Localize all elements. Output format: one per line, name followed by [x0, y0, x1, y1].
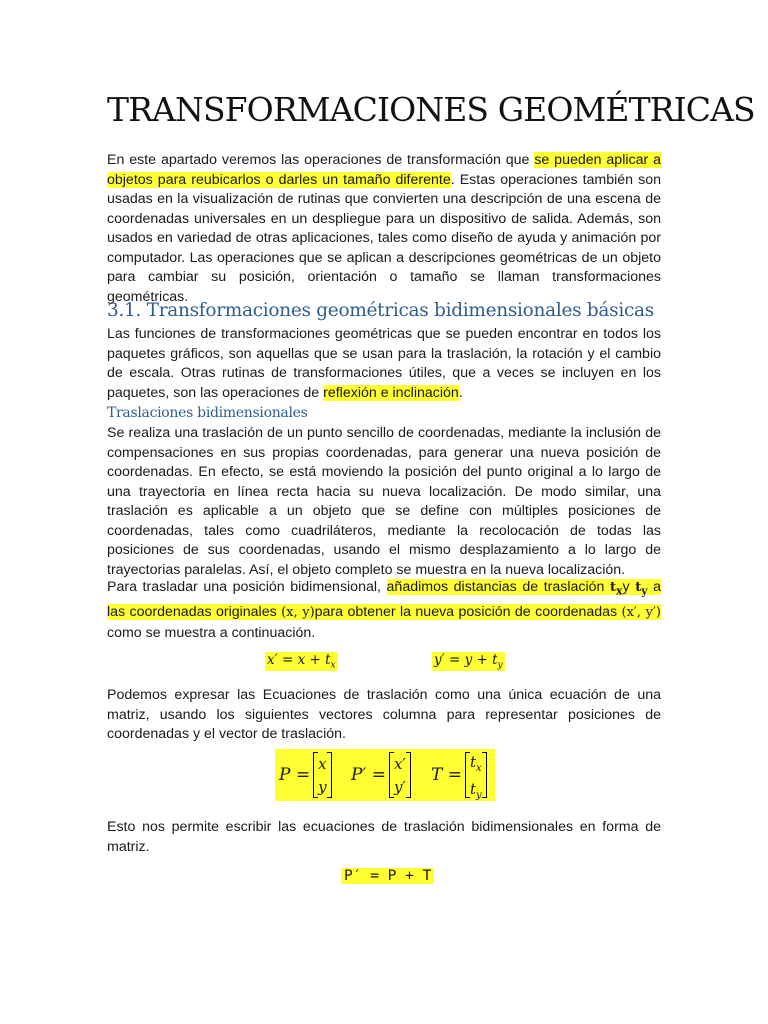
matrix-t [431, 749, 490, 801]
translation-paragraph: Se realiza una traslación de un punto sencillo de coordenadas, mediante la inclusión de compensaciones en sus propias coordenadas, para generar una nueva posición de coordenadas. En efecto, se está moviendo la posición del punto original a lo largo de una trayectoria en línea recta hacia su nueva localización. De modo similar, una traslación es aplicable a un objeto que se define con múltiples posiciones de coordenadas, tales como cuadriláteros, mediante la recolocación de todas las posiciones de sus coordenadas, usando el mismo desplazamiento a lo largo de trayectorias paralelas. Así, el objeto completo se muestra en la nueva localización. [107, 425, 661, 578]
p2-highlight-text-2: a las coordenadas originales [107, 579, 661, 620]
translation-paragraph-2 [107, 577, 661, 644]
equation-x-body: x′ = x + t [267, 652, 331, 668]
matrix-p-bottom: y [318, 777, 327, 796]
section-highlight: reflexión e inclinación [323, 384, 459, 401]
tx-letter: t [610, 580, 617, 595]
intro-text-2: . Estas operaciones también son usadas en la visualización de rutinas que convierten una descripción de una escena de coordenadas universales en un despliegue para un dispositivo de salida. Además, son usados en variedad de otras aplicaciones, tales como diseño de ayuda y animación por computador. Las operaciones que se aplican a descripciones geométricas de un objeto para cambiar su posición, orientación o tamaño se llaman transformaciones geométricas. [107, 171, 661, 305]
xy-symbol: (x, y) [281, 604, 315, 620]
intro-paragraph [107, 151, 661, 307]
p2-highlight-text-1: añadimos distancias de traslación [386, 579, 611, 595]
p2-highlight-text-3: para obtener la nueva posición de coordenadas [314, 603, 622, 620]
matrix-t-label: T = [431, 765, 462, 785]
matrix-t-vector [465, 752, 487, 801]
p2-y-text: y [622, 579, 636, 595]
matrix-pprime-vector [389, 752, 411, 798]
ty-symbol [635, 580, 648, 598]
equation-x [265, 652, 338, 671]
ty-sub: y [641, 584, 648, 598]
section-text-2: . [458, 384, 463, 401]
matrix-p-top: x [318, 754, 327, 773]
ty-letter: t [635, 580, 642, 595]
matrix-t-top [470, 752, 482, 779]
matrix-translation-equation: P′ = P + T [341, 868, 434, 884]
p2-text-2: como se muestra a continuación. [107, 624, 316, 641]
matrix-t-bottom-letter: t [470, 780, 477, 798]
p2-text-1: Para trasladar una posición bidimensional, [107, 579, 387, 595]
matrix-t-bottom [470, 779, 482, 806]
matrix-p-vector [313, 752, 331, 798]
matrix-t-top-sub: x [476, 763, 482, 774]
equation-x-sub: x [330, 660, 336, 671]
tx-sub: x [616, 584, 623, 598]
equation-y [432, 652, 505, 671]
matrix-pprime-bottom: y′ [393, 777, 406, 796]
xyprime-symbol: (x′, y′) [621, 604, 661, 620]
matrix-p [279, 749, 335, 801]
matrix-equations [275, 749, 495, 801]
intro-highlight: se pueden aplicar a objetos para reubicarlos o darles un tamaño diferente [107, 152, 661, 188]
intro-text-1: En este apartado veremos las operaciones de transformación que [107, 152, 535, 168]
subsection-heading: Traslaciones bidimensionales [107, 405, 308, 421]
matrix-t-bottom-sub: y [476, 790, 482, 801]
matrix-pprime [351, 749, 414, 801]
section-heading: 3.1. Transformaciones geométricas bidimensionales básicas [107, 300, 654, 321]
page-title: TRANSFORMACIONES GEOMÉTRICAS [107, 90, 755, 129]
equation-y-sub: y [497, 660, 503, 671]
section-paragraph [107, 325, 661, 403]
matrix-t-top-letter: t [470, 753, 477, 771]
matrix-form-paragraph: Esto nos permite escribir las ecuaciones de traslación bidimensionales en forma de matriz. [107, 819, 661, 855]
equation-y-body: y′ = y + t [434, 652, 498, 668]
tx-symbol [610, 580, 623, 598]
matrix-pprime-top: x′ [393, 754, 406, 773]
section-text-1: Las funciones de transformaciones geométricas que se pueden encontrar en todos los paquetes gráficos, son aquellas que se usan para la traslación, la rotación y el cambio de escala. Otras rutinas de transformaciones útiles, que a veces se incluyen en los paquetes, son las operaciones de [107, 326, 661, 401]
matrix-p-label: P = [279, 765, 311, 785]
matrix-intro-paragraph: Podemos expresar las Ecuaciones de traslación como una única ecuación de una matriz, usando los siguientes vectores columna para representar posiciones de coordenadas y el vector de traslación. [107, 687, 661, 742]
matrix-pprime-label: P′ = [351, 765, 386, 785]
